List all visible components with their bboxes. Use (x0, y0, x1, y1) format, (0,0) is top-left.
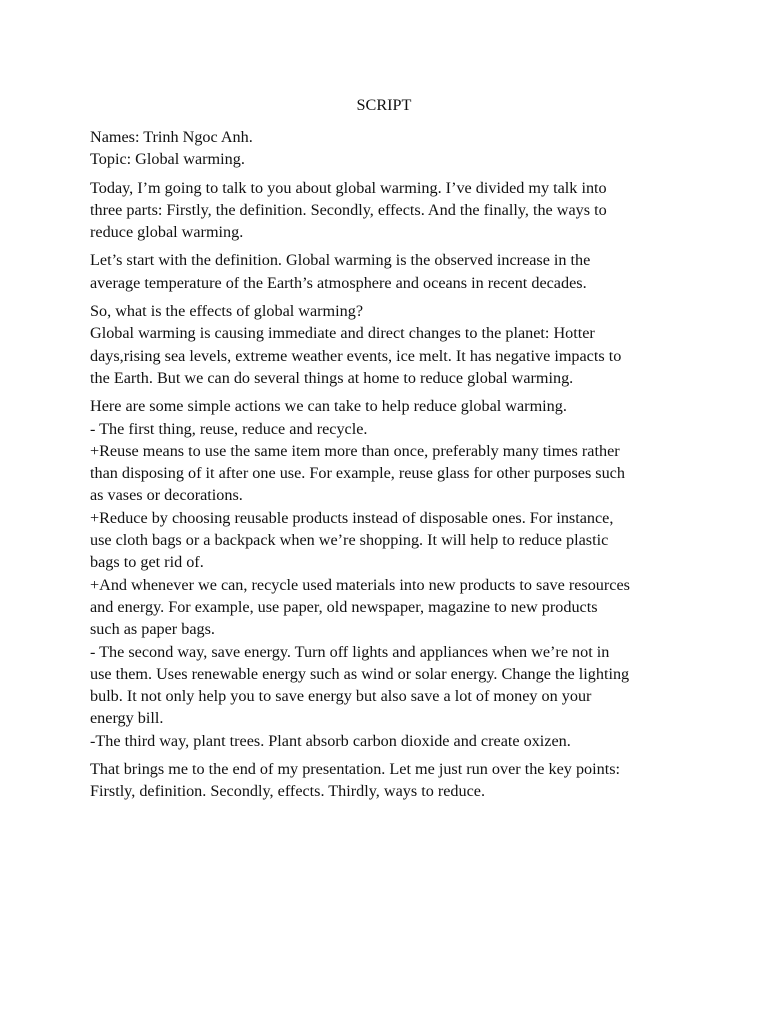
text-line: - The first thing, reuse, reduce and recycle. (90, 419, 368, 438)
text-line: reduce global warming. (90, 223, 244, 242)
text-line: Today, I’m going to talk to you about global warming. I’ve divided my talk into (90, 178, 607, 197)
document-title: SCRIPT (356, 96, 412, 114)
text-line: Topic: Global warming. (90, 150, 245, 169)
paragraph (90, 126, 690, 171)
text-line: - The second way, save energy. Turn off lights and appliances when we’re not in (90, 642, 610, 661)
text-line: such as paper bags. (90, 620, 215, 639)
text-line: Firstly, definition. Secondly, effects. Thirdly, ways to reduce. (90, 782, 486, 801)
text-line: Names: Trinh Ngoc Anh. (90, 128, 253, 146)
text-line: and energy. For example, use paper, old newspaper, magazine to new products (90, 597, 598, 616)
text-line: as vases or decorations. (90, 486, 243, 505)
text-line: bags to get rid of. (90, 553, 204, 572)
text-line: the Earth. But we can do several things at home to reduce global warming. (90, 368, 574, 387)
text-line: +And whenever we can, recycle used materials into new products to save resources (90, 575, 630, 594)
text-line: days,rising sea levels, extreme weather events, ice melt. It has negative impacts to (90, 346, 622, 365)
text-line: bulb. It not only help you to save energy but also save a lot of money on your (90, 687, 592, 706)
document-body (90, 126, 690, 809)
paragraph (90, 249, 690, 294)
text-line: Let’s start with the definition. Global warming is the observed increase in the (90, 251, 591, 270)
paragraph (90, 177, 690, 244)
text-line: Here are some simple actions we can take to help reduce global warming. (90, 397, 567, 416)
text-line: use them. Uses renewable energy such as wind or solar energy. Change the lighting (90, 664, 630, 683)
text-line: energy bill. (90, 709, 164, 728)
text-line: than disposing of it after one use. For example, reuse glass for other purposes such (90, 464, 625, 483)
text-line: average temperature of the Earth’s atmosphere and oceans in recent decades. (90, 273, 587, 292)
text-line: +Reuse means to use the same item more than once, preferably many times rather (90, 441, 620, 460)
text-line: +Reduce by choosing reusable products instead of disposable ones. For instance, (90, 508, 614, 527)
text-line: That brings me to the end of my presentation. Let me just run over the key points: (90, 760, 621, 779)
paragraph (90, 300, 690, 389)
text-line: So, what is the effects of global warming? (90, 302, 364, 321)
text-line: -The third way, plant trees. Plant absorb carbon dioxide and create oxizen. (90, 731, 571, 750)
text-line: use cloth bags or a backpack when we’re shopping. It will help to reduce plastic (90, 531, 609, 550)
paragraph (90, 395, 690, 752)
text-line: three parts: Firstly, the definition. Secondly, effects. And the finally, the ways to (90, 200, 607, 219)
paragraph (90, 758, 690, 803)
text-line: Global warming is causing immediate and direct changes to the planet: Hotter (90, 324, 595, 343)
